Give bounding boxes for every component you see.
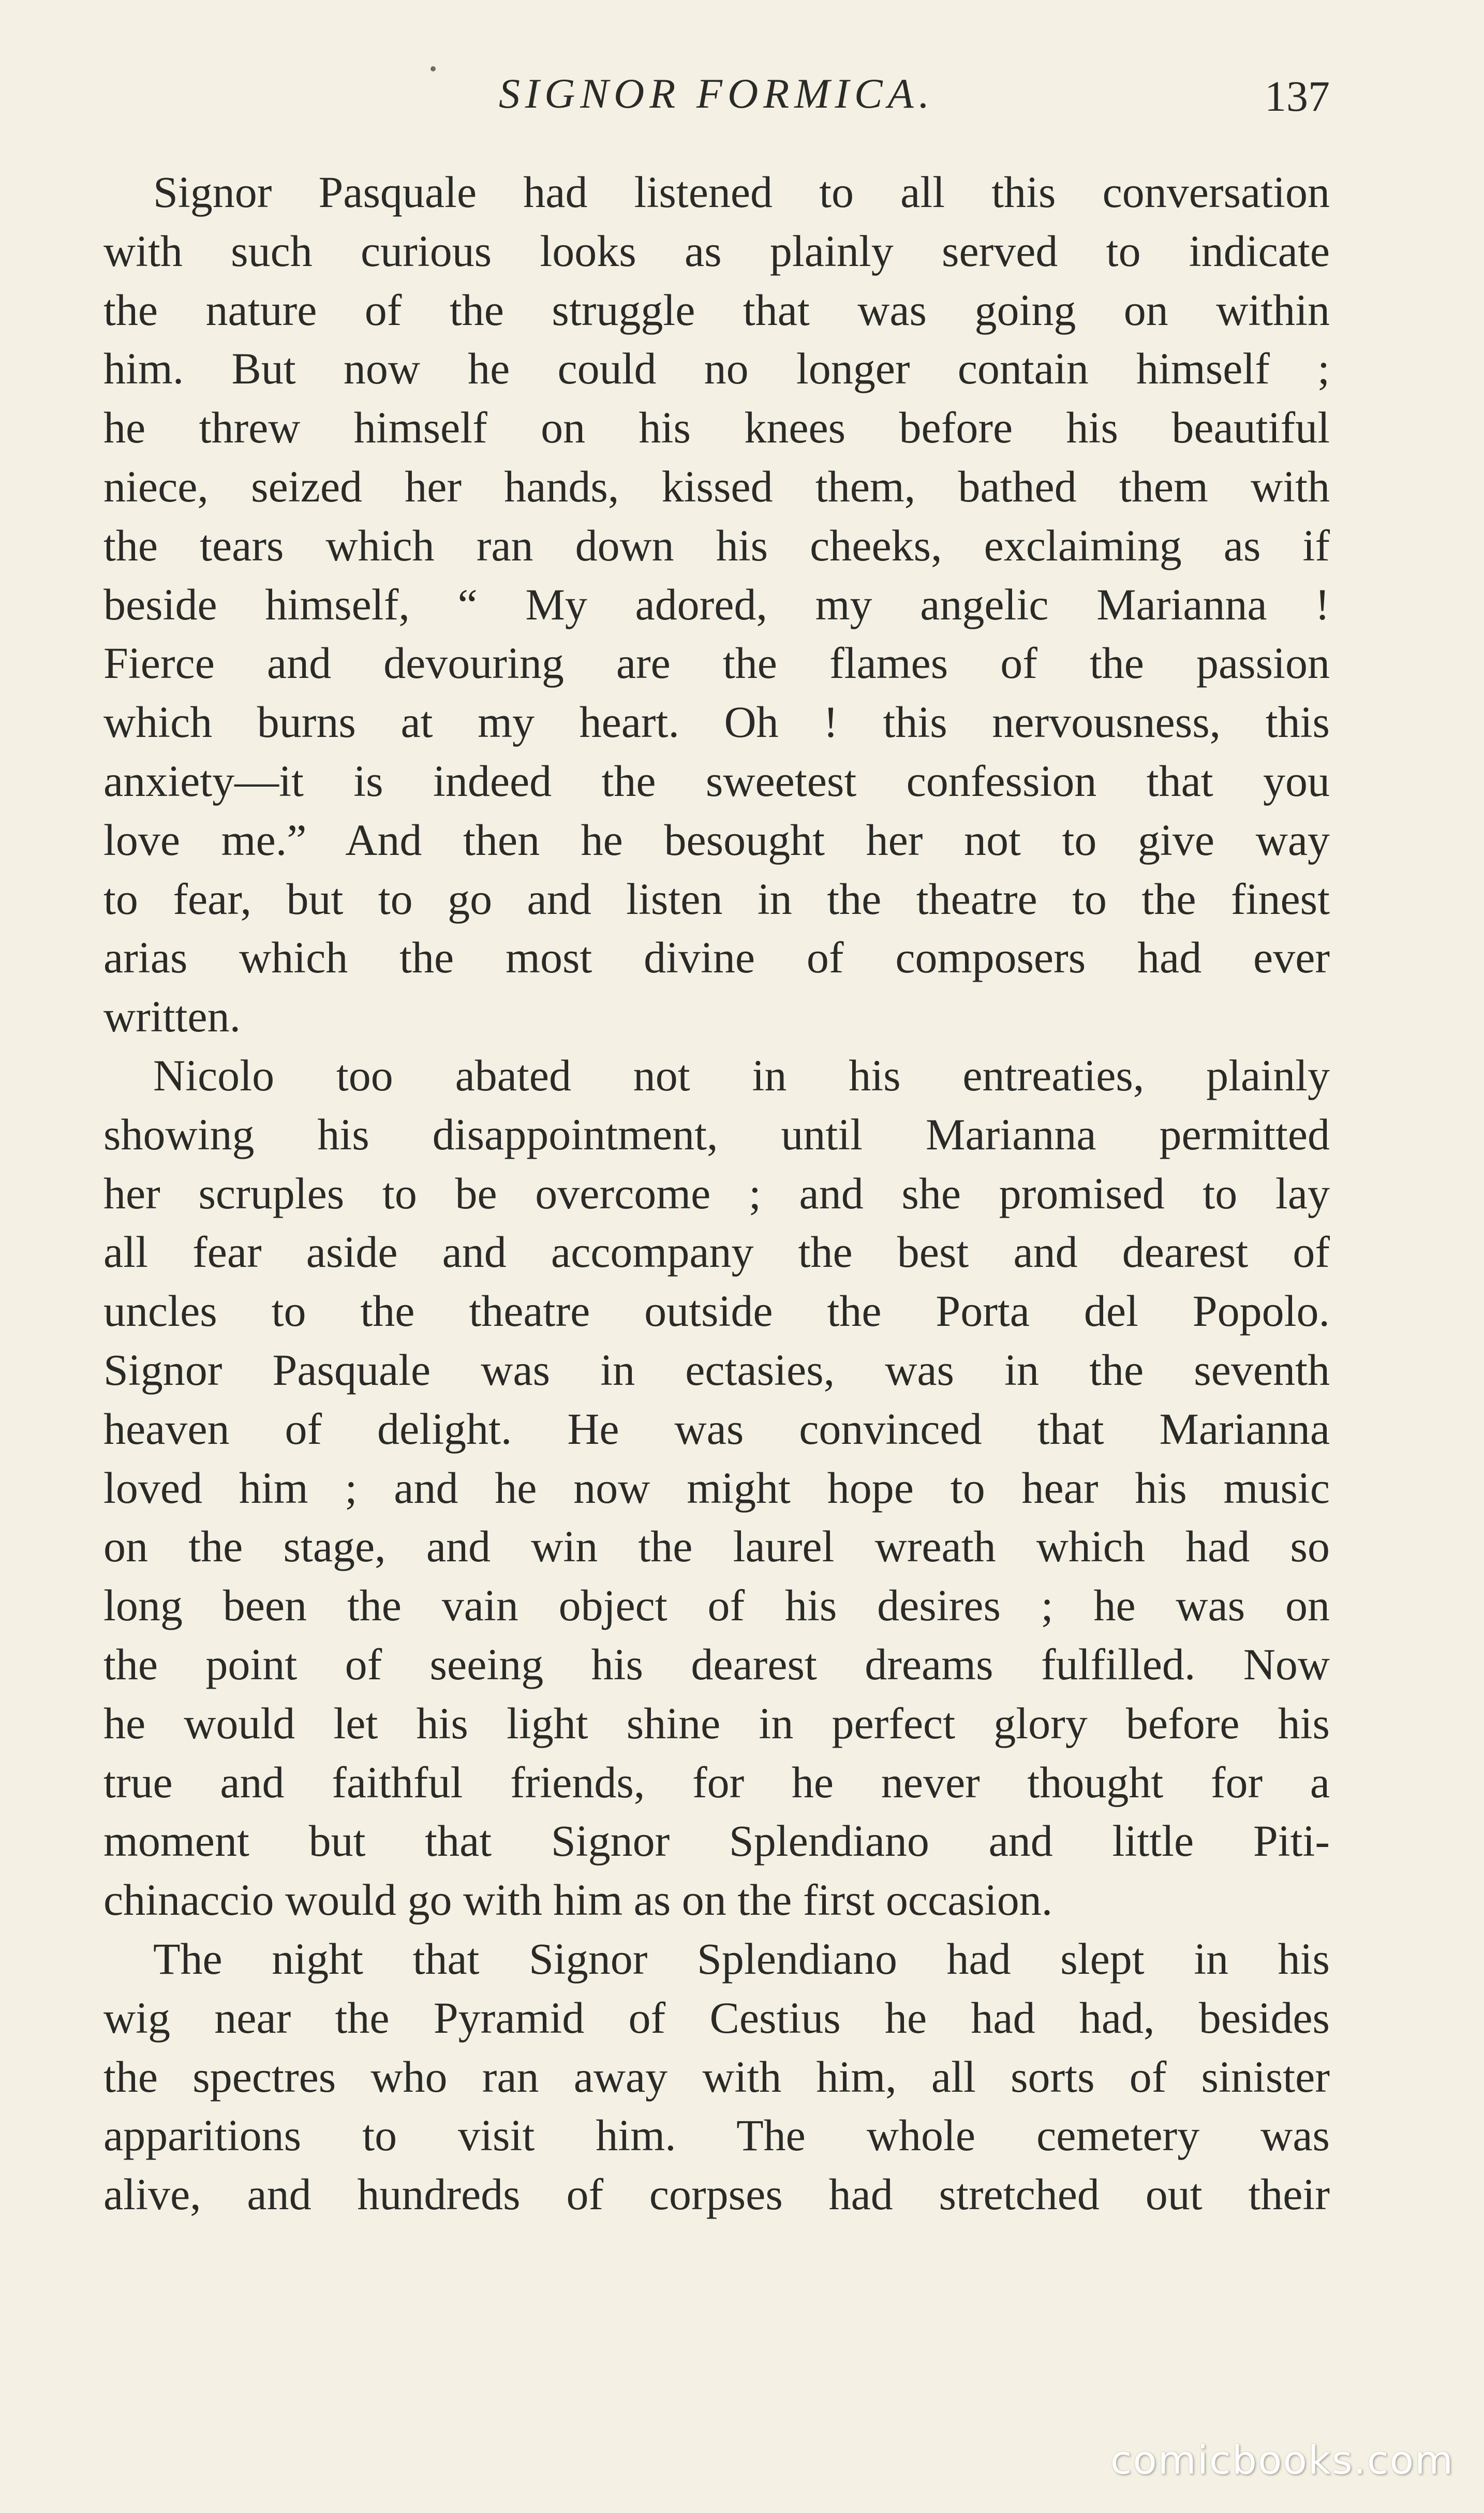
watermark: comicbooks.com xyxy=(1110,2437,1454,2483)
text-line: all fear aside and accompany the best and dearest of xyxy=(103,1227,1330,1277)
text-line: loved him ; and he now might hope to hear his music xyxy=(103,1462,1330,1513)
text-line: moment but that Signor Splendiano and little Piti- xyxy=(103,1816,1330,1866)
text-line: he threw himself on his knees before his beautiful xyxy=(103,403,1330,453)
text-line: heaven of delight. He was convinced that Marianna xyxy=(103,1403,1330,1454)
text-line: the spectres who ran away with him, all sorts of sinister xyxy=(103,2051,1330,2102)
text-line: Signor Pasquale was in ectasies, was in the seventh xyxy=(103,1344,1330,1395)
text-line: uncles to the theatre outside the Porta del Popolo. xyxy=(103,1286,1330,1336)
text-line: beside himself, “ My adored, my angelic Marianna ! xyxy=(103,579,1330,629)
text-line: he would let his light shine in perfect glory before his xyxy=(103,1698,1330,1748)
text-line: alive, and hundreds of corpses had stretched out their xyxy=(103,2169,1330,2220)
text-line: the point of seeing his dearest dreams fulfilled. Now xyxy=(103,1639,1330,1689)
text-line: chinaccio would go with him as on the first occasion. xyxy=(103,1875,1053,1925)
text-line: which burns at my heart. Oh ! this nervousness, this xyxy=(103,697,1330,747)
text-line: Signor Pasquale had listened to all this conversation xyxy=(153,167,1330,217)
text-line: niece, seized her hands, kissed them, bathed them with xyxy=(103,461,1330,511)
text-line: to fear, but to go and listen in the theatre to the finest xyxy=(103,874,1330,924)
running-head xyxy=(103,65,1330,122)
text-line: him. But now he could no longer contain himself ; xyxy=(103,344,1330,394)
running-title: SIGNOR FORMICA. xyxy=(498,70,935,117)
text-line: written. xyxy=(103,992,241,1042)
text-line: Nicolo too abated not in his entreaties, plainly xyxy=(153,1050,1330,1100)
text-line: apparitions to visit him. The whole cemetery was xyxy=(103,2110,1330,2161)
text-line: the tears which ran down his cheeks, exclaiming as if xyxy=(103,520,1330,570)
text-line: Fierce and devouring are the flames of the passion xyxy=(103,638,1330,688)
text-line: true and faithful friends, for he never thought for a xyxy=(103,1757,1330,1807)
text-line: on the stage, and win the laurel wreath which had so xyxy=(103,1521,1330,1572)
text-line: long been the vain object of his desires ; he was on xyxy=(103,1580,1330,1631)
text-line: wig near the Pyramid of Cestius he had had, besides xyxy=(103,1992,1330,2043)
text-line: anxiety—it is indeed the sweetest confession that you xyxy=(103,756,1330,806)
text-line: love me.” And then he besought her not to give way xyxy=(103,815,1330,865)
text-line: showing his disappointment, until Marianna permitted xyxy=(103,1109,1330,1159)
text-line: arias which the most divine of composers had ever xyxy=(103,933,1330,983)
text-line: the nature of the struggle that was going on within xyxy=(103,285,1330,335)
text-line: with such curious looks as plainly served to indicate xyxy=(103,226,1330,276)
body-text xyxy=(103,163,1330,2224)
page-number: 137 xyxy=(1265,72,1330,121)
text-line: her scruples to be overcome ; and she promised to lay xyxy=(103,1168,1330,1218)
text-line: The night that Signor Splendiano had slept in his xyxy=(153,1933,1330,1984)
